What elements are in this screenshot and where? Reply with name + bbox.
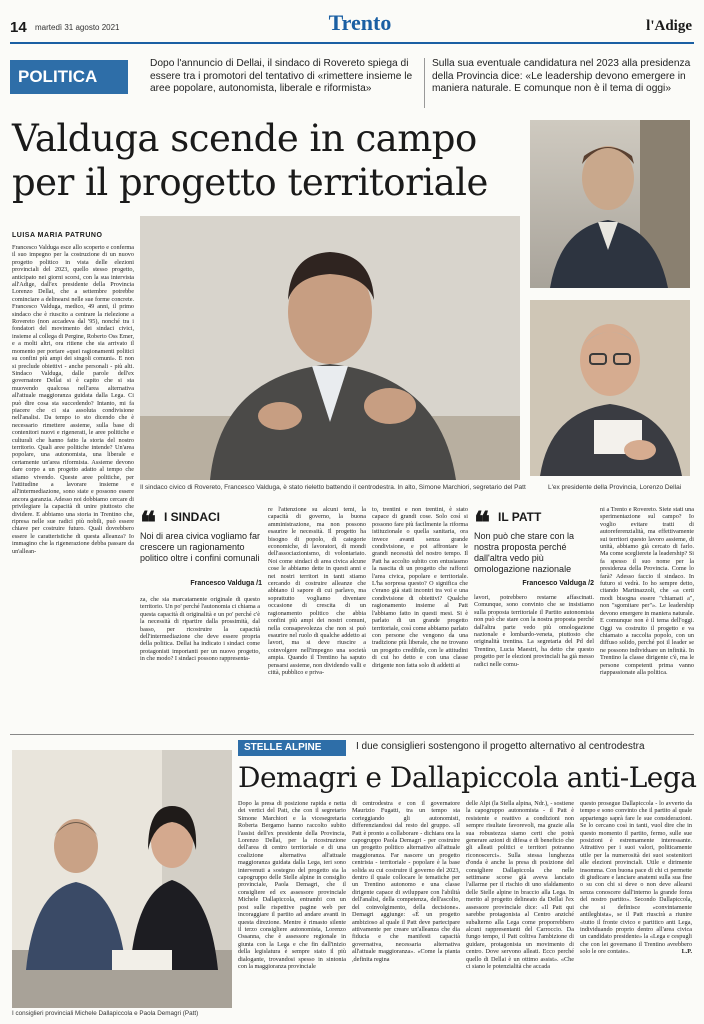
caption-dellai-photo: L'ex presidente della Provincia, Lorenzo Dellai xyxy=(548,484,682,491)
photo-dallapiccola-demagri xyxy=(12,750,232,1008)
deck-divider xyxy=(424,58,425,108)
photo-francesco-valduga xyxy=(140,216,520,480)
section-title: Trento xyxy=(328,10,392,35)
article1-headline: Valduga scende in campo per il progetto territoriale xyxy=(12,117,488,204)
article1-column-5: lavori, potrebbero restarne affascinati. Comunque, sono convinto che se insistiamo sulla proposta territoriale il Partito autonomista non può che stare con la nostra proposta perché dall'altra parte vedo più omologazione nazionale e lombardo-veneta, piuttosto che originalità trentina. La segretaria del Pd del Trentino, Lucia Maestri, ha detto che questo progetto per le elezioni provinciali ha già messo radici nelle comu- xyxy=(474,594,594,668)
article2-deck: I due consiglieri sostengono il progetto alternativo al centrodestra xyxy=(356,741,645,752)
article1-deck-left: Dopo l'annuncio di Dellai, il sindaco di Rovereto spiega di essere tra i promotori del tentativo di «rimettere insieme le aree popolare, autonomista, liberale e riformista» xyxy=(150,58,413,94)
quote1-label: I SINDACI xyxy=(164,510,221,524)
article1-column-3: re l'attenzione su alcuni temi, la capacità di governo, la buona amministrazione, ma non possono esaurire le necessità. Il progetto ha bisogno di popolo, di categorie economiche, di lavoratori, di mondi dell'associazionismo, di volontariato. Noi come sindaci di area civica alcune cose le abbiamo dette in questi anni e nei nostri territori in tanti stiamo cercando di costruire alleanze che abbiano il sapore di cui parlavo, ma soprattutto vogliamo diventare occasione di crescita di un ragionamento politico che abbia confini più ampi dei nostri comuni, nella consapevolezza che non si può esaurire nel ruolo di qualche addetto ai lavori, ma si deve riuscire a coinvolgere nell'impegno una società ampia. Quando il Trentino ha saputo pensarsi assieme, non dividendo valli e città, pubblico e priva- xyxy=(268,506,366,676)
article2-headline: Demagri e Dallapiccola anti-Lega xyxy=(238,761,697,794)
article1-column-2: za, che sia marcatamente originale di questo territorio. Un po' perché l'autonomia ci chiama a questa capacità di originalità e un po' perché c'è la necessità di ripartire dalla prossimità, dal basso, per ricostruire la capacità dell'intermediazione che deve essere propria della politica. Dellai ha indicato i sindaci come protagonisti importanti per un nuovo progetto, in che modo? I sindaci possono rappresenta- xyxy=(140,596,260,663)
quote1-signature: Francesco Valduga /1 xyxy=(190,580,262,587)
article2-column-4-text: questo prosegue Dallapiccola - lo avverto da tempo e sono convinto che il partito al quale appartengo saprà fare le sue considerazioni. Se lo cercano così in tanti, vuol dire che in questo momento il partito, fermo, sulle sue posizioni è estremamente interessante. Attrattivo per i suoi valori, politicamente utile per la numerosità dei suoi sostenitori alle elezioni provinciali. Utile e dirimente insomma. Con buona pace di chi ci permette di giudicare e lanciare anatemi sulla sua fine o su con chi si deve o non deve allearsi senza conoscere dall'interno la grande forza del nostro partito». Secondo Dallapiccola, che si definisce «convintamente antileghista», se il Patt riuscirà a riunire «tutto il fronte civico e partitico anti Lega, individuando proprio dentro all'area civica un candidato presidente» la «Lega e cespugli che con lei governano il Trentino avrebbero solo le ore contate». xyxy=(580,800,692,956)
article2-column-2: di centrodestra e con il governatore Maurizio Fugatti, tra un tempo sta corteggiando gli autonomisti, differenziandosi dal resto del gruppo. «Il Patt è pronto a collaborare - dichiara ora la capogruppo Paola Demagri - per costruire un progetto politico alternativo all'attuale maggioranza. Far nascere un progetto centrista - territoriale - popolare è la base solida su cui costruire il governo del 2023, dentro il quale collocare le tematiche per un Trentino autonomo e una classe dirigente capace di sviluppare con l'abilità dell'analisi, della competenza, dell'ascolto, del coinvolgimento, della decisione». Demagri aggiunge: «È un progetto ambizioso al quale il Patt deve partecipare attivamente per creare un'alleanza che dia fiducia e che manifesti capacità governativa, necessaria alternativa all'attuale maggioranza». «Come la pianta ,definita regina xyxy=(352,800,460,963)
photo-lorenzo-dellai xyxy=(530,300,690,476)
article1-column-6: ni a Trento e Rovereto. Siete stati una sperimentazione sul campo? Io voglio evitare tratti di autoreferenzialità, ma effettivamente sui territori questo lavoro assieme, di unità, abbiamo già cercato di farlo. Ma come sceglierete la leadership? Si fa spesso il suo nome per la presidenza della Provincia. Come lo farà? Adesso faccio il sindaco. In futuro si vedrà. Io ho sempre detto, citando Martinazzoli, che «a certi modi bisogna essere "chiamati a", non "sgomitare per"». Le leadership devono emergere in maniera naturale. E comunque non è il tema dell'oggi. Oggi va costruito il progetto e va chiamato a raccolta popolo, con un diffuso solido, perché poi il leader se ne possono individuare un infinità. In Trentino la classe dirigente c'è, ma le persone competenti prima vanno riappassionate alla politica. xyxy=(600,506,694,676)
quote2-label: IL PATT xyxy=(498,510,542,524)
quote-mark-icon: ❝ xyxy=(140,506,157,541)
quote2-signature: Francesco Valduga /2 xyxy=(522,580,594,587)
section-tag-politica: POLITICA xyxy=(10,60,128,94)
issue-date: martedì 31 agosto 2021 xyxy=(35,23,120,32)
article1-deck-right: Sulla sua eventuale candidatura nel 2023 alla presidenza della Provincia dice: «Le leadership devono emergere in maniera naturale. E comunque non è il tema di oggi» xyxy=(432,58,691,94)
article1-column-1: Francesco Valduga esce allo scoperto e conferma il suo impegno per la costruzione di un nuovo progetto politico in vista delle elezioni provinciali del 2023, quello stesso progetto, anticipato nei giorni scorsi, con la sua intervista all'Adige, dall'ex presidente della Provincia Lorenzo Dellai, che a settembre potrebbe cominciare a delinearsi nelle sue forme concrete. Francesco Valduga, medico, 49 anni, il primo sindaco che è riuscito a centrare la rielezione a Rovereto (non accadeva dal '95), nonché tra i fondatori del movimento dei sindaci civici, insieme al collega di Pergine, Roberto Oss Emer, e a molti altri, ora ritiene che sia arrivato il momento per portare «quei ragionamenti politici su confini più ampi dei singoli comuni». E non si preclude obiettivi - anche personali - più alti. Sindaco Valduga, dalle parole dell'ex governatore Dellai si è capito che si sta muovendo qualcosa nell'area alternativa all'attuale maggioranza guidata dalla Lega. Ci può dire cosa sta succedendo? Intanto, mi fa piacere che ci sia assoluta condivisione nell'analisi. Da tempo io sto dicendo che è necessario rimettere assieme, sulla base di contenitori nuovi e rigenerati, le aree politiche e culturali che hanno fatto la storia del nostro territorio. Quali aree politiche intende? Un'area popolare, una autonomista, una liberale e certamente un'area riformista. Assieme devono dare corpo a un progetto adatto al tempo che stiamo vivendo. Queste aree politiche, per l'attitudine a lavorare insieme e all'intermediazione, sono state e possono essere ancora garanzia. Adesso noi dobbiamo cercare di privilegiare la capacità di unire piuttosto che dividere. E abbiamo una storia in Trentino che, ripresa nelle sue radici più nobili, può essere chiave per costruire futuro. Quali dovrebbero essere le caratteristiche di questa alleanza? Io immagino che la rigenerazione debba passare da un'allean- xyxy=(12,244,134,555)
photo-simone-marchiori xyxy=(530,120,690,288)
newspaper-name: l'Adige xyxy=(646,18,692,34)
article2-column-1: Dopo la presa di posizione rapida e netta dei vertici del Patt, che con il segretario Simone Marchiori e la vicesegretaria Roberta Bergamo hanno raccolto subito l'assist dell'ex presidente della Provincia, Lorenzo Dellai, per la ricostruzione dell'area di centro territoriale e di una coalizione alternativa all'attuale maggioranza guidata dalla Lega, ieri sono intervenuti a sostegno del progetto sia la capogruppo delle Stelle alpine in consiglio provinciale, Paola Demagri, che il consigliere ed ex assessore provinciale Michele Dallapiccola, entrambi con un post sulle rispettive pagine web per incoraggiare il partito ad andare avanti in questa direzione. Mentre è rimasto silente il terzo consigliere autonomista, Lorenzo Ossanna, che è assessore regionale in giunta con la Lega e che fin dall'inizio della legislatura è sempre stato il più dialogante, trovandosi spesso in sintonia con la maggioranza provinciale xyxy=(238,800,346,970)
article1-column-4: to, trentini e non trentini, è stato capace di grandi cose. Solo così si possono fare più facilmente la riforma istituzionale o quella sanitaria, ora invece avanti senza grande condivisione, e poi affrontare le grandi necessità del nostro tempo. Il Patt ha accolto subito con entusiasmo la nascita di un progetto che rafforzi l'area civica, popolare e territoriale. L'ha sorpresa questo? O significa che c'erano già stati incontri tra voi e una condivisione di obiettivi? Qualche ragionamento insieme al Patt l'abbiamo fatto in questi mesi. Si è parlato di un grande progetto territoriale, così come abbiamo parlato con persone che vengono da una tradizione più liberale, che ne trovano un progetto credibile, con le attitudini di cui ho detto e con una classe dirigente non fatta solo di addetti ai xyxy=(372,506,468,669)
article2-column-3: delle Alpi (la Stella alpina, Ndr.), - sostiene la capogruppo autonomista - il Patt è resistente e reattivo a condizioni non sempre risultate favorevoli, ma grazie alla sua robustezza siamo certi che potrà generare azioni di difesa e di beneficio che gli alleati politici e territori potranno riconoscerci». Sulla stessa lunghezza d'onda è anche la presa di posizione del consigliere Dallapiccola che nelle settimane scorse già aveva lanciato l'allarme per il rischio di uno sfaldamento delle Stelle alpine in braccio alla Lega. In merito al progetto delineato da Dellai l'ex assessore provinciale dice: «Il Patt qui sarebbe protagonista al Centro anziché subalterno alla Lega come proporrebbero alcuni rappresentanti del Carroccio. Da fungo tempo, il Patt coltiva l'ambizione di guidare, protagonista un movimento di centro. Dove servono alleati. Ecco perché quello di Dellai è un ottimo assist». «Che ci siano le potenzialità che accada xyxy=(466,800,574,970)
header-rule xyxy=(10,42,694,44)
quote-mark-icon: ❝ xyxy=(474,506,491,541)
quote1-text: Noi di area civica vogliamo far crescere un ragionamento politico oltre i confini comunali xyxy=(140,531,261,563)
article2-signature: L.P. xyxy=(681,948,692,956)
byline: LUISA MARIA PATRUNO xyxy=(12,232,103,239)
article2-column-4 xyxy=(580,800,692,1012)
article-divider xyxy=(10,734,694,735)
quote2-text: Non può che stare con la nostra proposta perché dall'altra vedo più omologazione nazionale xyxy=(474,531,575,574)
section-tag-stelle-alpine: STELLE ALPINE xyxy=(238,740,346,756)
caption-main-photo: Il sindaco civico di Rovereto, Francesco Valduga, è stato rieletto battendo il centrodestra. In alto, Simone Marchiori, segretario del Patt xyxy=(140,484,526,491)
caption-bottom-photo: I consiglieri provinciali Michele Dallapiccola e Paola Demagri (Patt) xyxy=(12,1010,199,1017)
page-number: 14 xyxy=(10,19,27,36)
